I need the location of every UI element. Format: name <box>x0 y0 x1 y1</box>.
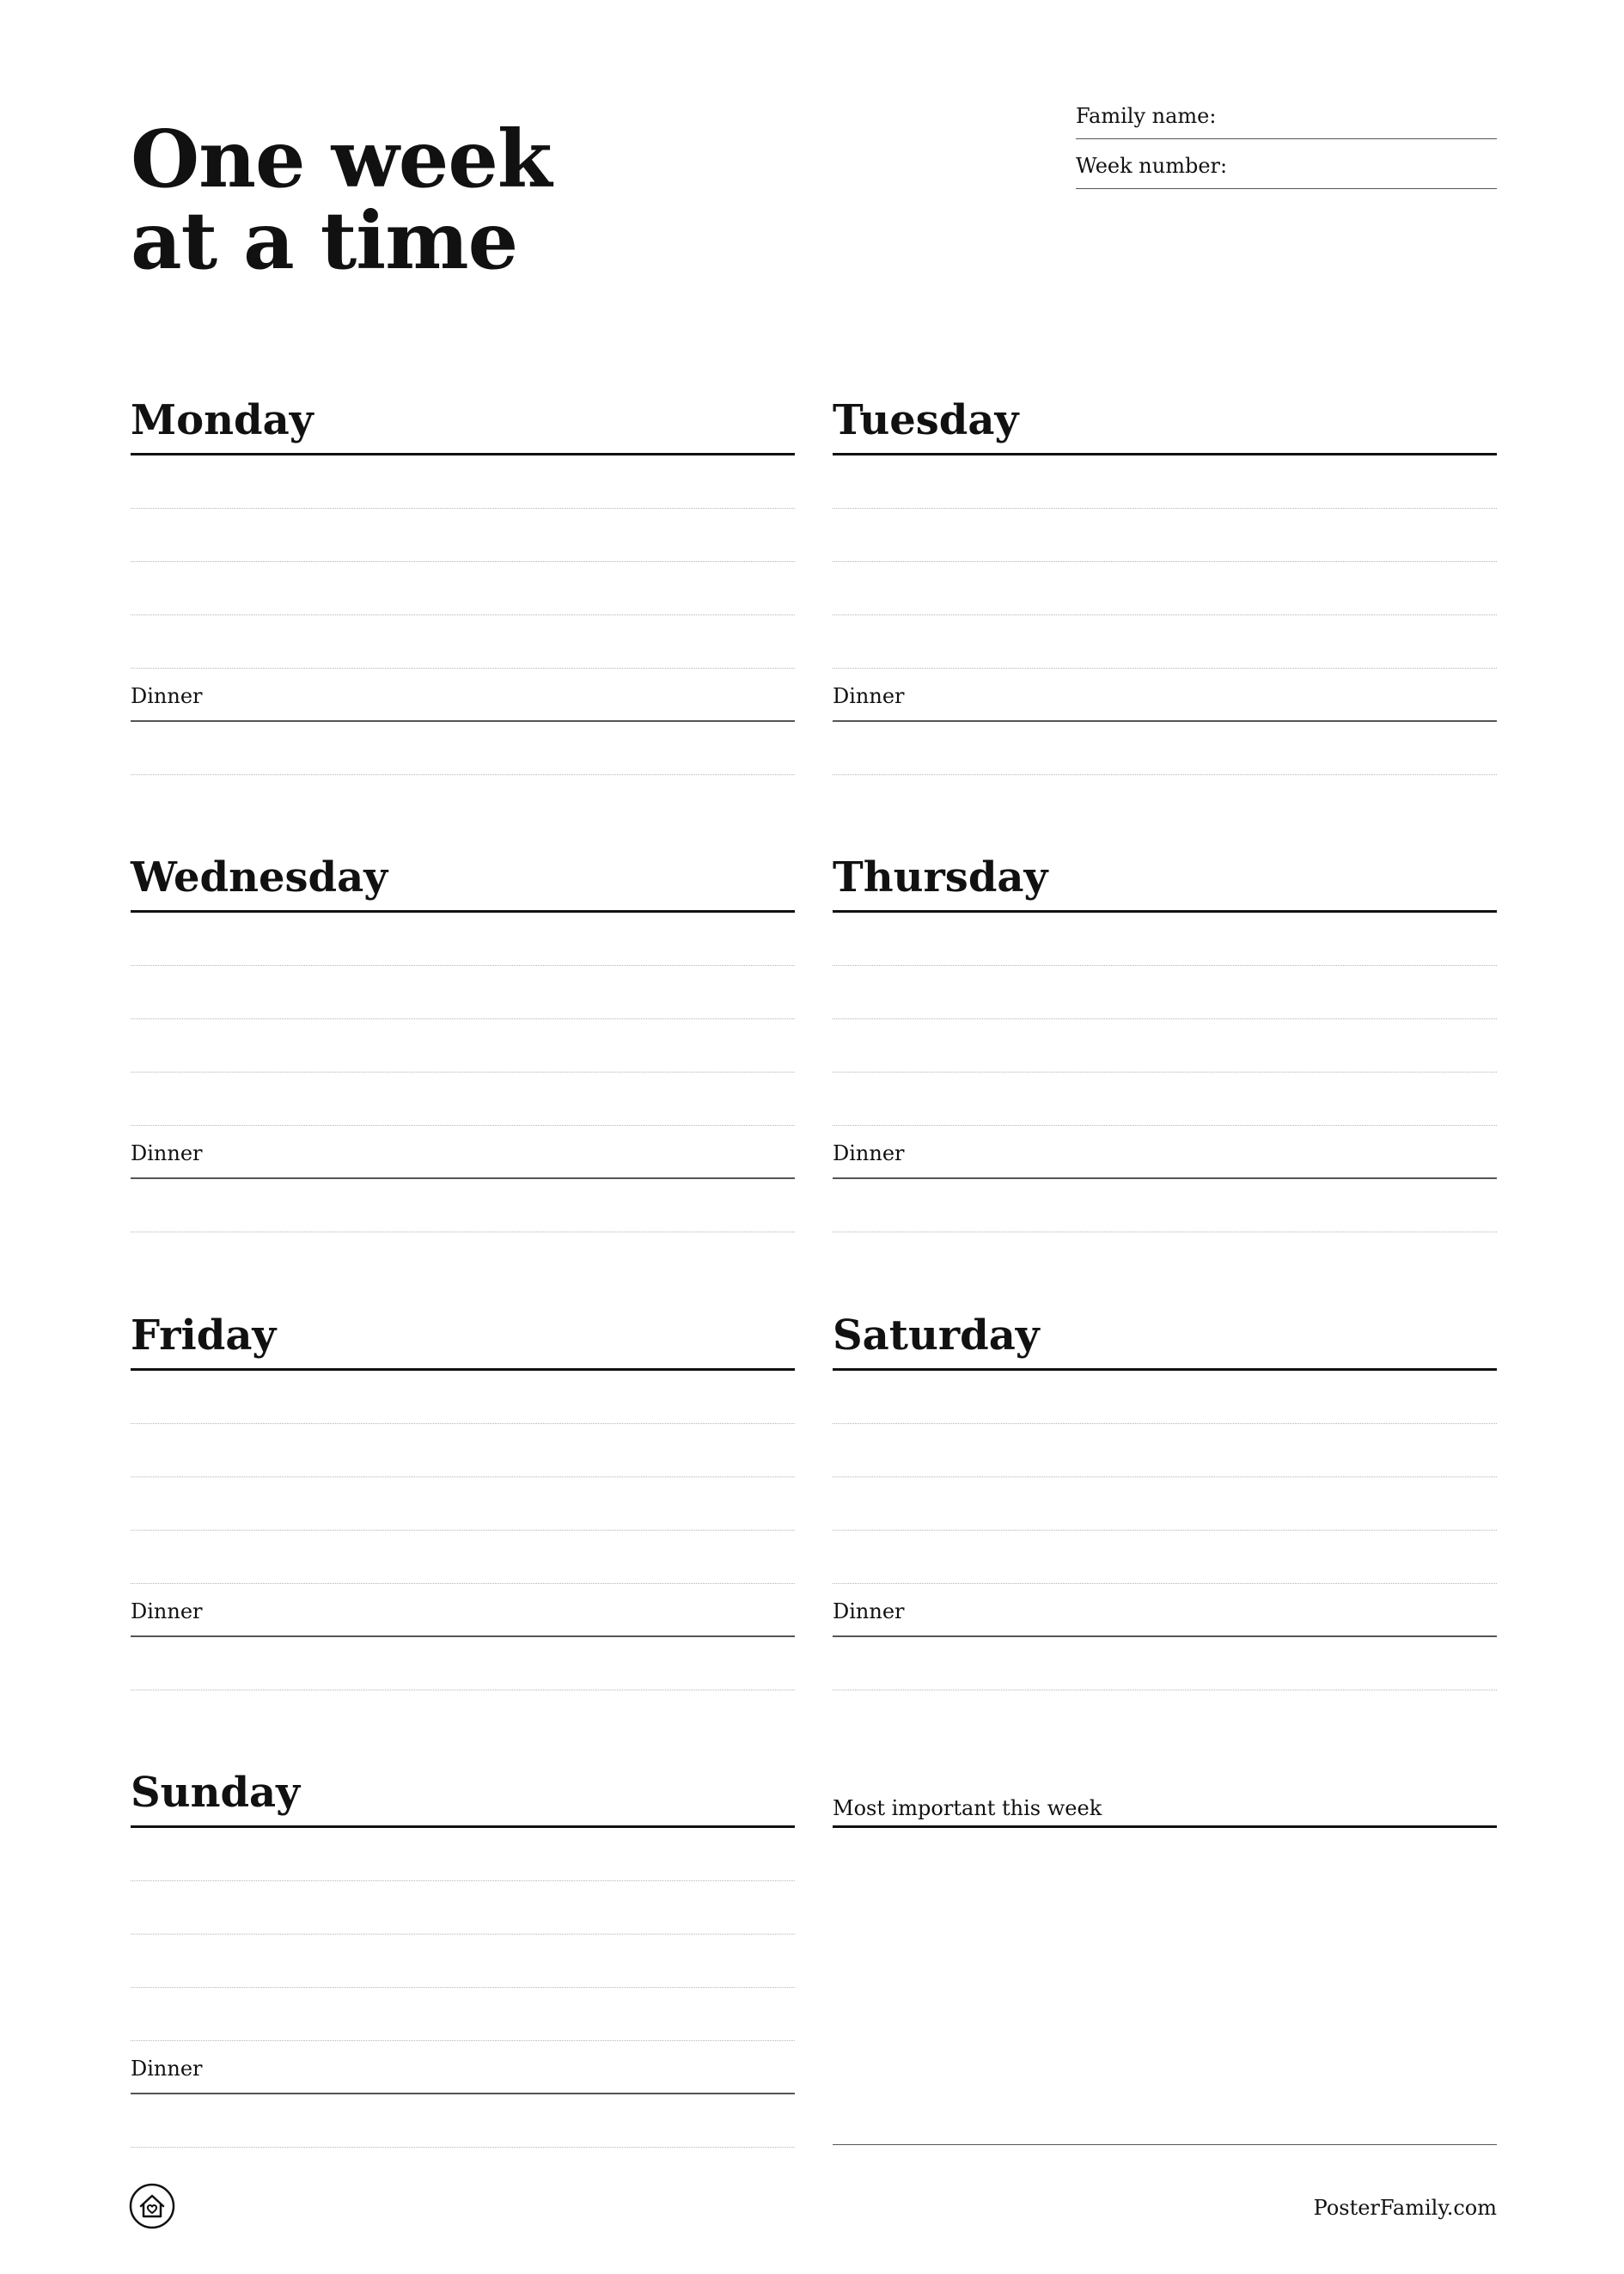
dinner-writing-line[interactable] <box>131 1637 795 1690</box>
day-heading-sunday: Sunday <box>131 1769 301 1817</box>
writing-line[interactable] <box>131 1424 795 1477</box>
writing-line[interactable] <box>131 1828 795 1881</box>
dinner-writing-line[interactable] <box>833 1637 1497 1690</box>
writing-line[interactable] <box>131 1371 795 1424</box>
dinner-label: Dinner <box>833 684 905 708</box>
dinner-writing-line[interactable] <box>131 1179 795 1232</box>
dinner-label: Dinner <box>131 1599 203 1623</box>
day-heading-friday: Friday <box>131 1311 277 1360</box>
writing-line[interactable] <box>833 1073 1497 1126</box>
writing-line[interactable] <box>131 1531 795 1584</box>
page-title <box>131 113 552 287</box>
writing-line[interactable] <box>131 509 795 562</box>
writing-line[interactable] <box>833 1019 1497 1073</box>
writing-line[interactable] <box>131 562 795 615</box>
writing-line[interactable] <box>833 1424 1497 1477</box>
writing-line[interactable] <box>131 1073 795 1126</box>
writing-line[interactable] <box>833 1477 1497 1531</box>
writing-line[interactable] <box>131 1019 795 1073</box>
dinner-line[interactable] <box>131 669 795 722</box>
dinner-label: Dinner <box>131 684 203 708</box>
writing-line[interactable] <box>833 966 1497 1019</box>
dinner-label: Dinner <box>833 1599 905 1623</box>
dinner-label: Dinner <box>131 1141 203 1165</box>
writing-line[interactable] <box>833 562 1497 615</box>
dinner-line[interactable] <box>833 669 1497 722</box>
most-important-label: Most important this week <box>833 1796 1102 1820</box>
writing-line[interactable] <box>131 913 795 966</box>
writing-line[interactable] <box>131 455 795 509</box>
writing-line[interactable] <box>833 913 1497 966</box>
week-number-label: Week number: <box>1076 154 1228 178</box>
most-important-bottom-rule <box>833 2144 1497 2145</box>
dinner-label: Dinner <box>833 1141 905 1165</box>
dinner-line[interactable] <box>131 1584 795 1637</box>
writing-line[interactable] <box>131 1988 795 2041</box>
dinner-writing-line[interactable] <box>131 2094 795 2148</box>
writing-line[interactable] <box>833 455 1497 509</box>
dinner-label: Dinner <box>131 2057 203 2081</box>
family-name-field[interactable] <box>1076 89 1497 139</box>
house-heart-icon <box>129 2183 175 2229</box>
day-heading-wednesday: Wednesday <box>131 853 388 902</box>
day-heading-thursday: Thursday <box>833 853 1048 902</box>
writing-line[interactable] <box>833 509 1497 562</box>
dinner-line[interactable] <box>131 1126 795 1179</box>
family-name-label: Family name: <box>1076 104 1217 128</box>
footer-url[interactable]: PosterFamily.com <box>1313 2196 1497 2220</box>
day-heading-saturday: Saturday <box>833 1311 1040 1360</box>
writing-line[interactable] <box>131 1881 795 1935</box>
most-important-rule <box>833 1825 1497 1828</box>
day-heading-tuesday: Tuesday <box>833 396 1019 444</box>
dinner-writing-line[interactable] <box>131 722 795 775</box>
dinner-line[interactable] <box>833 1126 1497 1179</box>
writing-line[interactable] <box>833 1531 1497 1584</box>
title-line-1: One week <box>131 113 552 205</box>
writing-line[interactable] <box>131 966 795 1019</box>
dinner-line[interactable] <box>833 1584 1497 1637</box>
writing-line[interactable] <box>131 1935 795 1988</box>
writing-line[interactable] <box>833 615 1497 669</box>
day-heading-monday: Monday <box>131 396 314 444</box>
dinner-line[interactable] <box>131 2041 795 2094</box>
dinner-writing-line[interactable] <box>833 1179 1497 1232</box>
writing-line[interactable] <box>131 615 795 669</box>
title-line-2: at a time <box>131 194 518 287</box>
dinner-writing-line[interactable] <box>833 722 1497 775</box>
writing-line[interactable] <box>131 1477 795 1531</box>
writing-line[interactable] <box>833 1371 1497 1424</box>
week-number-field[interactable] <box>1076 139 1497 189</box>
